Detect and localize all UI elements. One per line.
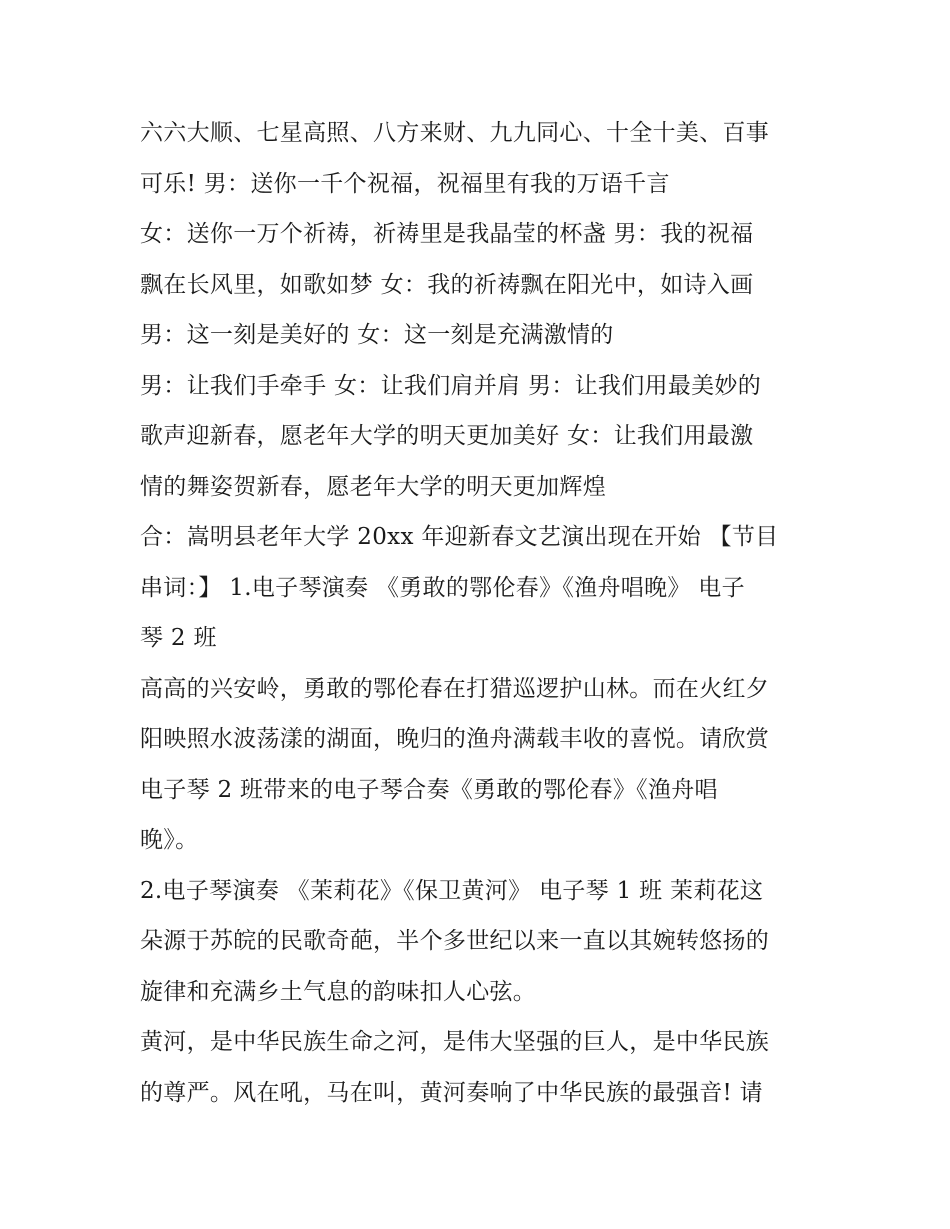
text-line: 的尊严。风在吼，马在叫，黄河奏响了中华民族的最强音! 请	[140, 1079, 763, 1106]
text-line: 合：嵩明县老年大学 20xx 年迎新春文艺演出现在开始 【节目	[140, 524, 779, 550]
text-line: 阳映照水波荡漾的湖面，晚归的渔舟满载丰收的喜悦。请欣赏	[140, 726, 770, 752]
text-line: 飘在长风里，如歌如梦 女：我的祈祷飘在阳光中，如诗入画	[140, 271, 754, 298]
text-line: 2.电子琴演奏 《茉莉花》《保卫黄河》 电子琴 1 班 茉莉花这	[140, 877, 764, 904]
text-line: 串词：】 1.电子琴演奏 《勇敢的鄂伦春》《渔舟唱晚》 电子	[140, 574, 745, 601]
document-body	[140, 108, 820, 1118]
text-line: 六六大顺、七星高照、八方来财、九九同心、十全十美、百事	[140, 120, 770, 146]
text-line: 黄河，是中华民族生命之河，是伟大坚强的巨人，是中华民族	[140, 1029, 770, 1055]
text-line: 电子琴 2 班带来的电子琴合奏《勇敢的鄂伦春》《渔舟唱	[140, 776, 718, 803]
text-line: 情的舞姿贺新春，愿老年大学的明天更加辉煌	[140, 473, 606, 500]
text-line: 可乐! 男：送你一千个祝福，祝福里有我的万语千言	[140, 170, 670, 197]
text-line: 晚》。	[140, 827, 199, 853]
text-line: 男：这一刻是美好的 女：这一刻是充满激情的	[140, 322, 614, 348]
text-line: 琴 2 班	[140, 625, 217, 651]
text-line: 高高的兴安岭，勇敢的鄂伦春在打猎巡逻护山林。而在火红夕	[140, 675, 770, 702]
text-line: 女：送你一万个祈祷，祈祷里是我晶莹的杯盏 男：我的祝福	[140, 221, 754, 247]
text-line: 朵源于苏皖的民歌奇葩，半个多世纪以来一直以其婉转悠扬的	[140, 928, 770, 954]
text-line: 男：让我们手牵手 女：让我们肩并肩 男：让我们用最美妙的	[140, 372, 762, 399]
text-line: 旋律和充满乡土气息的韵味扣人心弦。	[140, 978, 537, 1005]
text-line: 歌声迎新春，愿老年大学的明天更加美好 女：让我们用最激	[140, 423, 754, 449]
